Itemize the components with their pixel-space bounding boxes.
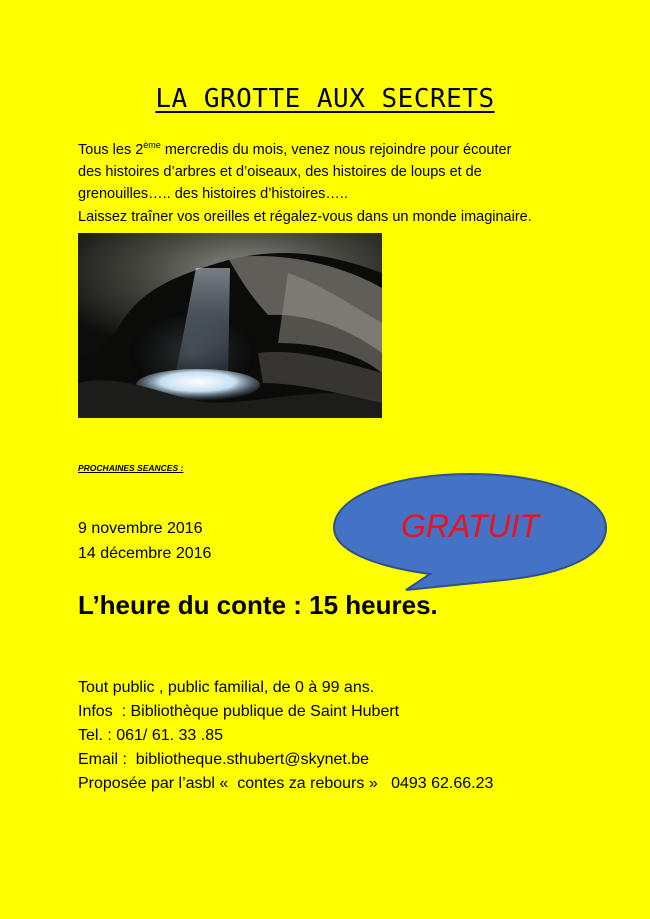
storytime-headline: L’heure du conte : 15 heures.	[78, 590, 438, 620]
intro-text	[78, 134, 598, 228]
session-dates	[78, 516, 211, 566]
session-date: 14 décembre 2016	[78, 545, 212, 562]
intro-line-1: Tous les 2ème mercredis du mois, venez nous rejoindre pour écouter	[78, 140, 512, 158]
superscript-eme: ème	[143, 140, 161, 150]
cave-photo	[78, 233, 382, 418]
info-audience: Tout public , public familial, de 0 à 99 ans.	[78, 679, 375, 696]
cave-illustration	[78, 233, 382, 418]
info-library: Infos : Bibliothèque publique de Saint Hubert	[78, 703, 400, 720]
info-email: Email : bibliotheque.sthubert@skynet.be	[78, 751, 370, 768]
free-badge-label: GRATUIT	[400, 508, 540, 544]
info-phone: Tel. : 061/ 61. 33 .85	[78, 727, 223, 744]
intro-line-2: des histoires d’arbres et d’oiseaux, des histoires de loups et de	[78, 164, 482, 181]
sessions-heading: PROCHAINES SEANCES :	[78, 463, 184, 473]
info-organizer: Proposée par l’asbl « contes za rebours » 0493 62.66.23	[78, 775, 494, 792]
intro-line-4: Laissez traîner vos oreilles et régalez-vous dans un monde imaginaire.	[78, 208, 532, 225]
session-date: 9 novembre 2016	[78, 520, 203, 537]
page-title: LA GROTTE AUX SECRETS	[155, 84, 495, 114]
intro-line-3: grenouilles….. des histoires d’histoires…..	[78, 186, 348, 203]
info-block	[78, 676, 493, 796]
